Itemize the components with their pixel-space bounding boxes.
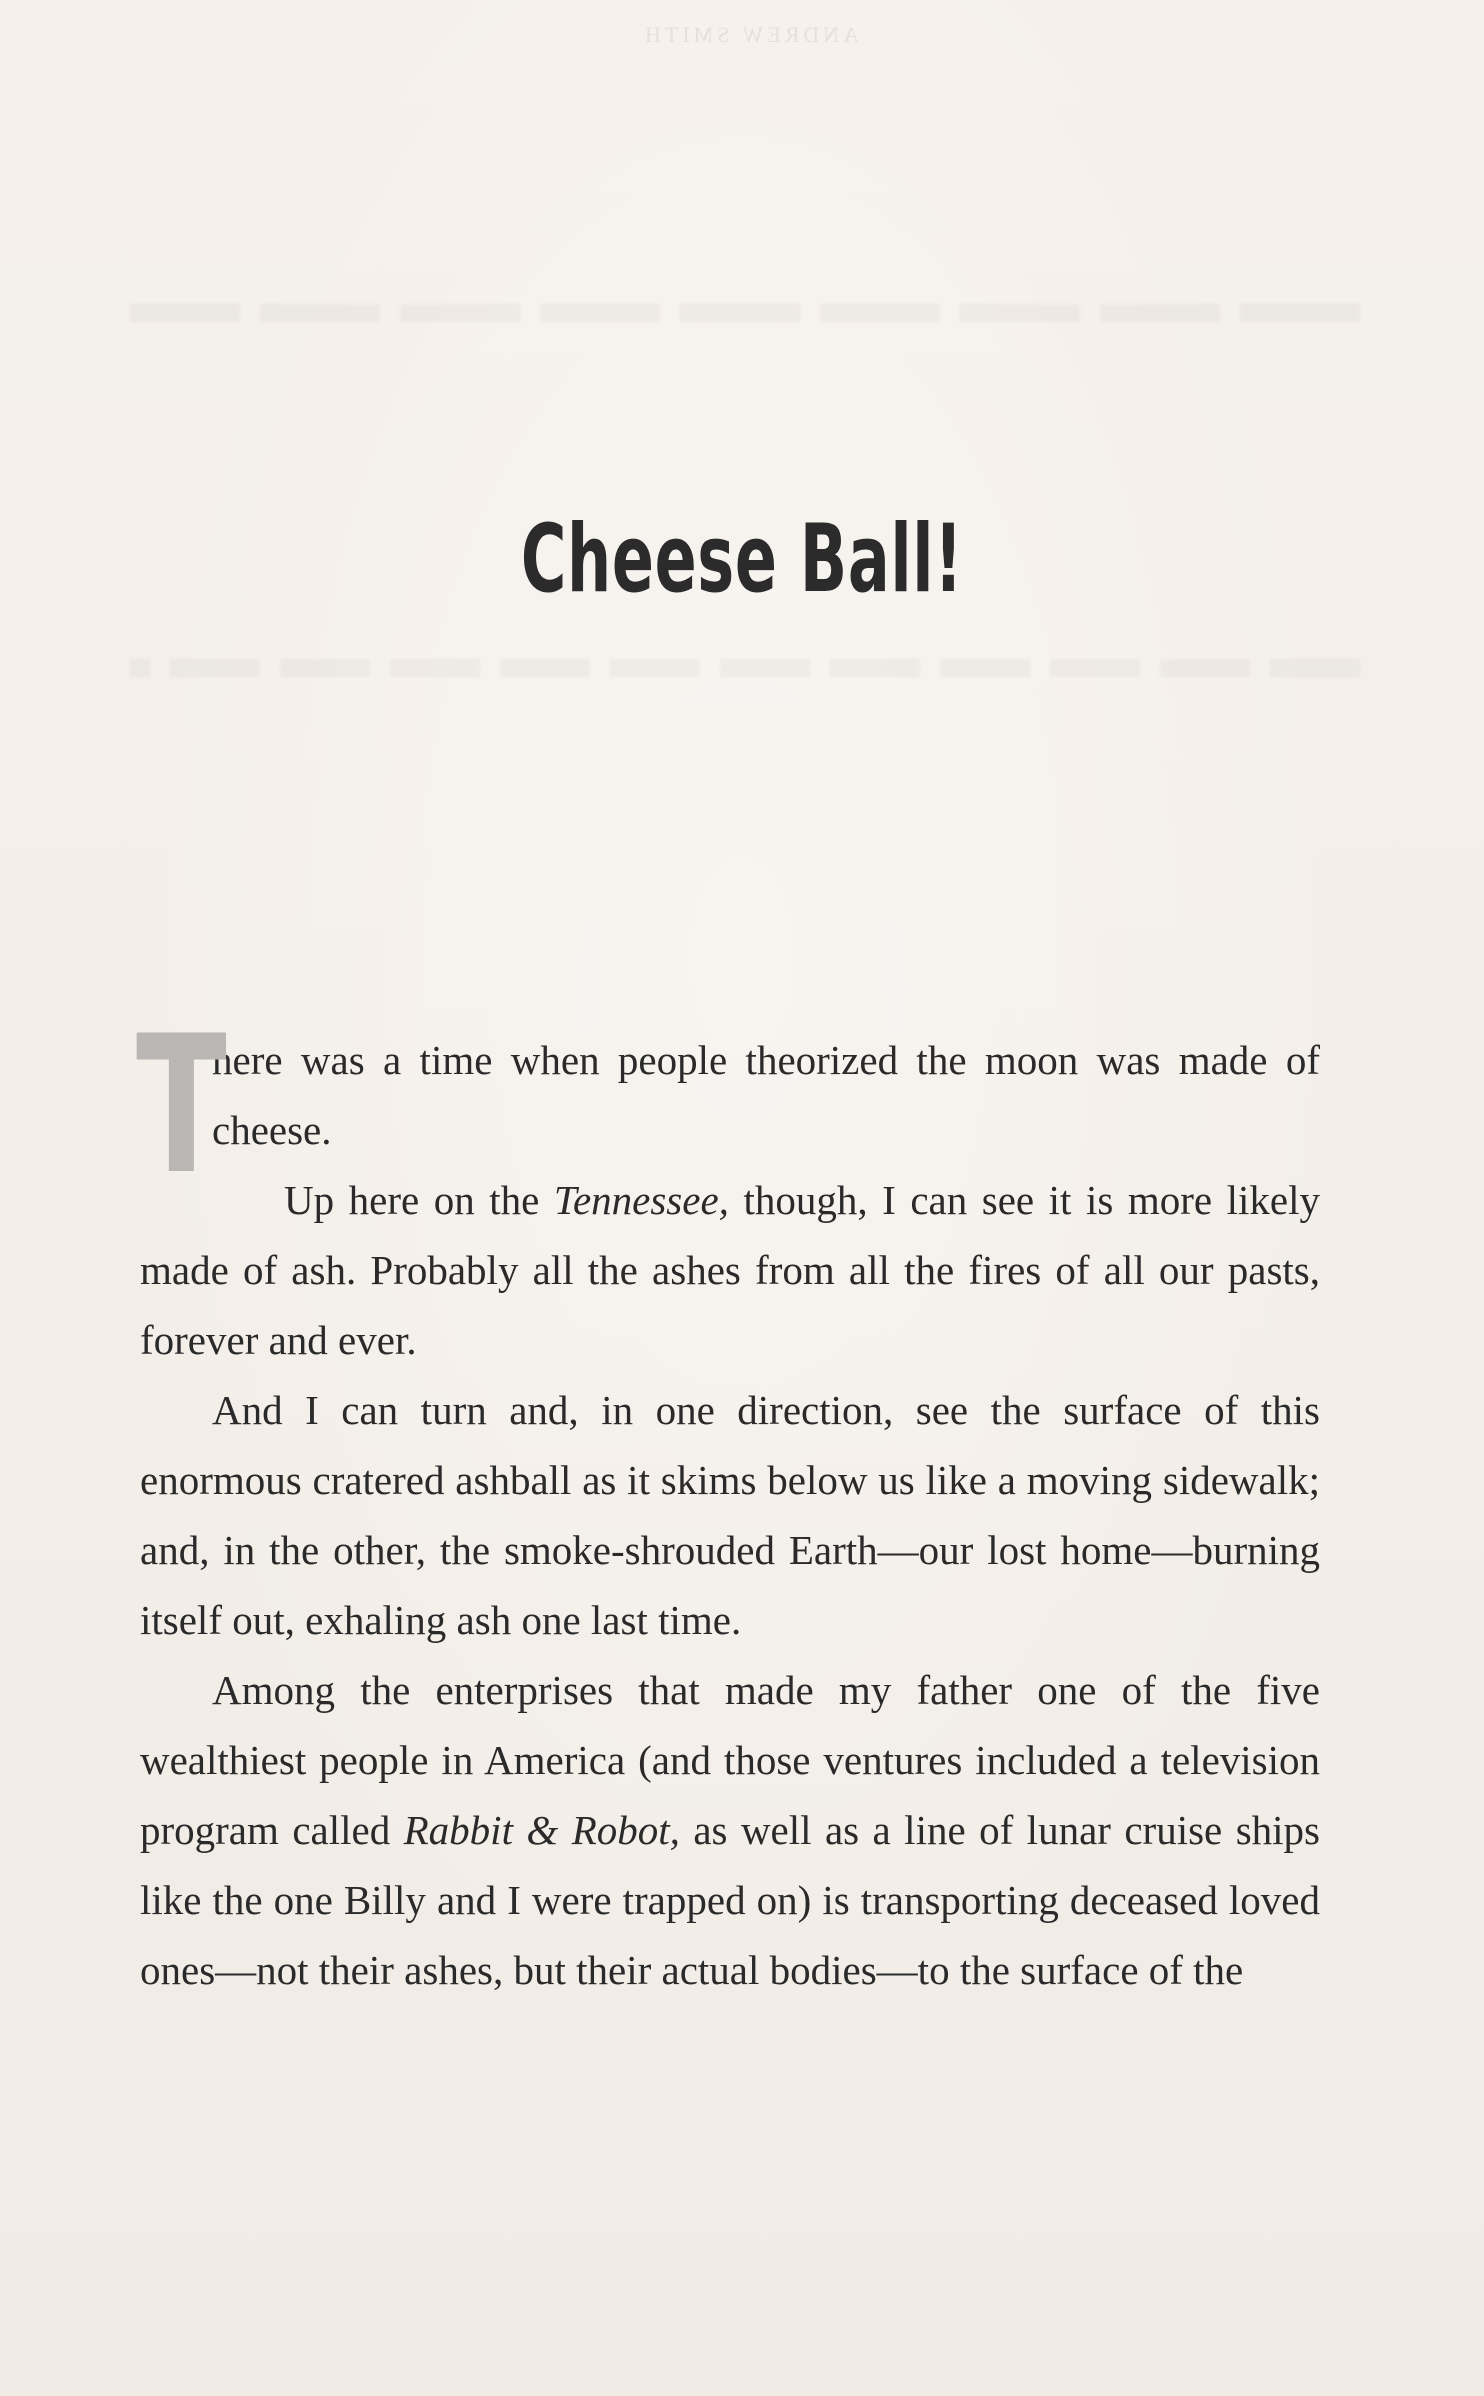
chapter-title: Cheese Ball! <box>520 505 964 614</box>
paragraph-2-text-end: though, I can see it is more likely made of ash. Probably all the ashes from all the fires of all our pasts, forever and ever. <box>140 1177 1320 1363</box>
bleed-through-header: ANDREW SMITH <box>640 22 860 47</box>
paragraph-4-text-end: as well as a line of lunar cruise ships like the one Billy and I were trapped on) is transporting deceased loved ones—not their ashes, but their actual bodies—to the surface of the <box>140 1807 1320 1993</box>
paragraph-2 <box>140 1165 1320 1375</box>
paragraph-4-text-start: Among the enterprises that made my father one of the five wealthiest people in America (and those ventures included a television program called <box>140 1667 1320 1853</box>
body-text <box>136 995 1320 2005</box>
paragraph-2-text-start: Up here on the <box>284 1177 554 1223</box>
ship-name: Tennessee, <box>553 1177 729 1223</box>
paragraph-3 <box>140 1375 1320 1655</box>
paragraph-1-text: here was a time when people theorized the moon was made of cheese. <box>212 1037 1320 1153</box>
paragraph-3-text: And I can turn and, in one direction, see the surface of this enormous cratered ashball as it skims below us like a moving sidewalk; and, in the other, the smoke-shrouded Earth—our lost home—burning itself out, exhaling ash one last time. <box>140 1387 1320 1643</box>
program-name: Rabbit & Robot, <box>403 1807 680 1853</box>
paragraph-4 <box>140 1655 1320 2005</box>
drop-cap: T <box>136 995 227 1216</box>
